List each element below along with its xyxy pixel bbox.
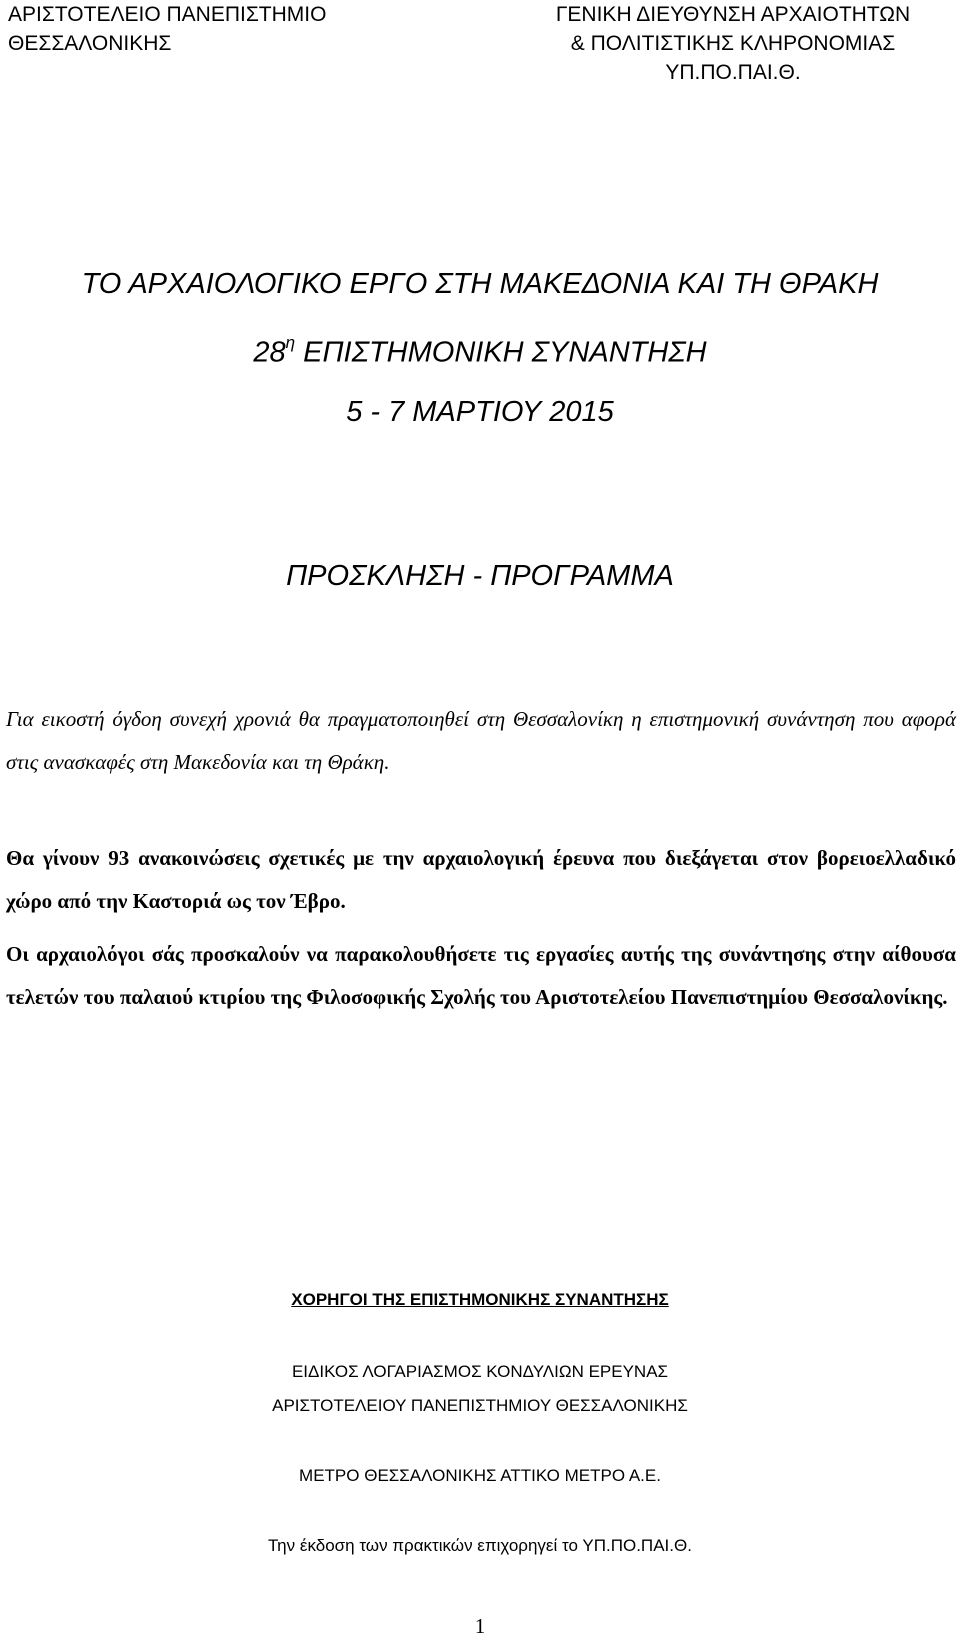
page-number: 1 bbox=[474, 1614, 486, 1638]
meeting-heading bbox=[0, 333, 960, 370]
meeting-number: 28 bbox=[253, 336, 286, 369]
document-title: ΤΟ ΑΡΧΑΙΟΛΟΓΙΚΟ ΕΡΓΟ ΣΤΗ ΜΑΚΕΔΟΝΙΑ ΚΑΙ ΤΗ ΘΡΑΚΗ bbox=[81, 268, 879, 300]
header-university-line-2: ΘΕΣΣΑΛΟΝΙΚΗΣ bbox=[8, 32, 172, 55]
document-subtitle: ΠΡΟΣΚΛΗΣΗ - ΠΡΟΓΡΑΜΜΑ bbox=[286, 560, 674, 592]
sponsors-heading: ΧΟΡΗΓΟΙ ΤΗΣ ΕΠΙΣΤΗΜΟΝΙΚΗΣ ΣΥΝΑΝΤΗΣΗΣ bbox=[291, 1290, 669, 1309]
intro-paragraph: Για εικοστή όγδοη συνεχή χρονιά θα πραγματοποιηθεί στη Θεσσαλονίκη η επιστημονική συνάντηση που αφορά στις ανασκαφές στη Μακεδονία και τη Θράκη. bbox=[6, 707, 956, 774]
proceedings-sponsor-note: Την έκδοση των πρακτικών επιχορηγεί το ΥΠ.ΠΟ.ΠΑΙ.Θ. bbox=[268, 1536, 692, 1555]
sponsor-research-fund: ΕΙΔΙΚΟΣ ΛΟΓΑΡΙΑΣΜΟΣ ΚΟΝΔΥΛΙΩΝ ΕΡΕΥΝΑΣ bbox=[291, 1362, 669, 1381]
meeting-dates: 5 - 7 ΜΑΡΤΙΟΥ 2015 bbox=[346, 396, 614, 428]
header-directorate bbox=[538, 0, 928, 87]
meeting-ordinal: η bbox=[285, 333, 296, 352]
header-university-line-1: ΑΡΙΣΤΟΤΕΛΕΙΟ ΠΑΝΕΠΙΣΤΗΜΙΟ bbox=[8, 3, 327, 26]
sponsor-university: ΑΡΙΣΤΟΤΕΛΕΙΟΥ ΠΑΝΕΠΙΣΤΗΜΙΟΥ ΘΕΣΣΑΛΟΝΙΚΗΣ bbox=[272, 1396, 688, 1415]
meeting-label: ΕΠΙΣΤΗΜΟΝΙΚΗ ΣΥΝΑΝΤΗΣΗ bbox=[303, 336, 707, 369]
sponsor-metro: ΜΕΤΡΟ ΘΕΣΣΑΛΟΝΙΚΗΣ ΑΤΤΙΚΟ ΜΕΤΡΟ Α.Ε. bbox=[299, 1466, 661, 1485]
header-directorate-line-1: ΓΕΝΙΚΗ ΔΙΕΥΘΥΝΣΗ ΑΡΧΑΙΟΤΗΤΩΝ bbox=[555, 3, 911, 26]
header-university bbox=[8, 0, 326, 58]
header-directorate-line-2: & ΠΟΛΙΤΙΣΤΙΚΗΣ ΚΛΗΡΟΝΟΜΙΑΣ bbox=[570, 32, 896, 55]
invitation-paragraph: Οι αρχαιολόγοι σάς προσκαλούν να παρακολουθήσετε τις εργασίες αυτής της συνάντησης στην αίθουσα τελετών του παλαιού κτιρίου της Φιλοσοφικής Σχολής του Αριστοτελείου Πανεπιστημίου Θεσσαλονίκης. bbox=[6, 942, 956, 1009]
header-directorate-line-3: ΥΠ.ΠΟ.ΠΑΙ.Θ. bbox=[665, 61, 801, 84]
announcements-paragraph: Θα γίνουν 93 ανακοινώσεις σχετικές με την αρχαιολογική έρευνα που διεξάγεται στον βορειοελλαδικό χώρο από την Καστοριά ως τον Έβρο. bbox=[6, 846, 956, 913]
